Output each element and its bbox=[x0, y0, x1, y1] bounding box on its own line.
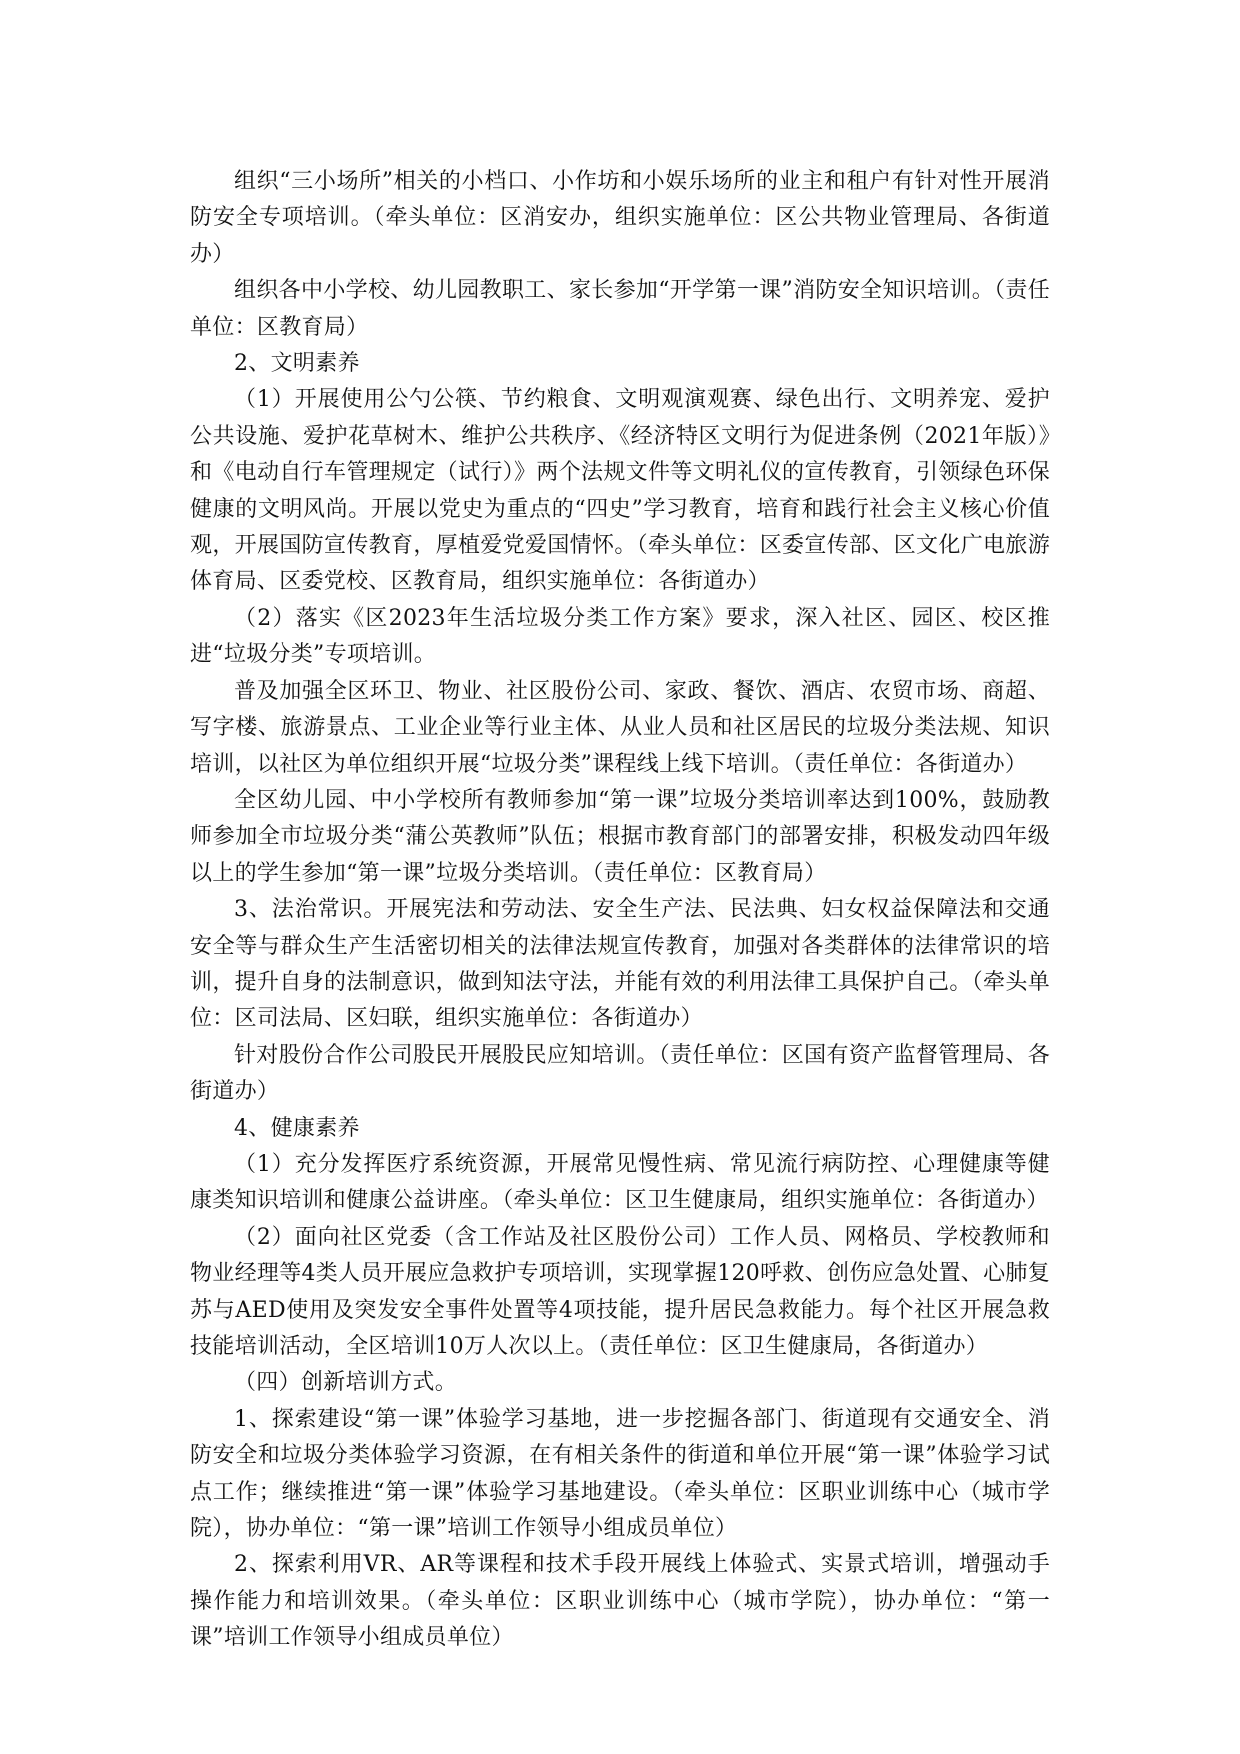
document-body bbox=[190, 164, 1050, 1657]
paragraph-legal-knowledge: 3、法治常识。开展宪法和劳动法、安全生产法、民法典、妇女权益保障法和交通安全等与群众生产生活密切相关的法律法规宣传教育，加强对各类群体的法律常识的培训，提升自身的法制意识，做到知法守法，并能有效的利用法律工具保护自己。（牵头单位：区司法局、区妇联，组织实施单位：各街道办） bbox=[190, 897, 1050, 1032]
paragraph-innovation-2: 2、探索利用VR、AR等课程和技术手段开展线上体验式、实景式培训，增强动手操作能力和培训效果。（牵头单位：区职业训练中心（城市学院），协办单位：“第一课”培训工作领导小组成员单位） bbox=[190, 1552, 1050, 1651]
paragraph-innovation-1: 1、探索建设“第一课”体验学习基地，进一步挖掘各部门、街道现有交通安全、消防安全和垃圾分类体验学习资源，在有相关条件的街道和单位开展“第一课”体验学习试点工作；继续推进“第一课”体验学习基地建设。（牵头单位：区职业训练中心（城市学院），协办单位：“第一课”培训工作领导小组成员单位） bbox=[190, 1406, 1050, 1542]
paragraph-health-1: （1）充分发挥医疗系统资源，开展常见慢性病、常见流行病防控、心理健康等健康类知识培训和健康公益讲座。（牵头单位：区卫生健康局，组织实施单位：各街道办） bbox=[190, 1151, 1050, 1214]
heading-health: 4、健康素养 bbox=[234, 1115, 360, 1141]
paragraph-garbage-sorting: 普及加强全区环卫、物业、社区股份公司、家政、餐饮、酒店、农贸市场、商超、写字楼、旅游景点、工业企业等行业主体、从业人员和社区居民的垃圾分类法规、知识培训，以社区为单位组织开展“垃圾分类”课程线上线下培训。（责任单位：各街道办） bbox=[190, 678, 1050, 777]
heading-innovation: （四）创新培训方式。 bbox=[234, 1370, 458, 1396]
paragraph-civility-2: （2）落实《区2023年生活垃圾分类工作方案》要求，深入社区、园区、校区推进“垃圾分类”专项培训。 bbox=[190, 605, 1050, 668]
paragraph-school-fire-training: 组织各中小学校、幼儿园教职工、家长参加“开学第一课”消防安全知识培训。（责任单位：区教育局） bbox=[190, 278, 1050, 340]
paragraph-teacher-garbage-training: 全区幼儿园、中小学校所有教师参加“第一课”垃圾分类培训率达到100%，鼓励教师参加全市垃圾分类“蒲公英教师”队伍；根据市教育部门的部署安排，积极发动四年级以上的学生参加“第一课”垃圾分类培训。（责任单位：区教育局） bbox=[190, 787, 1050, 886]
heading-civility: 2、文明素养 bbox=[234, 351, 360, 377]
paragraph-health-2: （2）面向社区党委（含工作站及社区股份公司）工作人员、网格员、学校教师和物业经理等4类人员开展应急救护专项培训，实现掌握120呼救、创伤应急处置、心肺复苏与AED使用及突发安全事件处置等4项技能，提升居民急救能力。每个社区开展急救技能培训活动，全区培训10万人次以上。（责任单位：区卫生健康局，各街道办） bbox=[190, 1224, 1050, 1359]
paragraph-shareholder-training: 针对股份合作公司股民开展股民应知培训。（责任单位：区国有资产监督管理局、各街道办） bbox=[190, 1042, 1050, 1105]
paragraph-three-small-venues: 组织“三小场所”相关的小档口、小作坊和小娱乐场所的业主和租户有针对性开展消防安全专项培训。（牵头单位：区消安办，组织实施单位：区公共物业管理局、各街道办） bbox=[190, 169, 1050, 267]
paragraph-civility-1: （1）开展使用公勺公筷、节约粮食、文明观演观赛、绿色出行、文明养宠、爱护公共设施、爱护花草树木、维护公共秩序、《经济特区文明行为促进条例（2021年版）》和《电动自行车管理规定（试行）》两个法规文件等文明礼仪的宣传教育，引领绿色环保健康的文明风尚。开展以党史为重点的“四史”学习教育，培育和践行社会主义核心价值观，开展国防宣传教育，厚植爱党爱国情怀。（牵头单位：区委宣传部、区文化广电旅游体育局、区委党校、区教育局，组织实施单位：各街道办） bbox=[190, 387, 1050, 595]
